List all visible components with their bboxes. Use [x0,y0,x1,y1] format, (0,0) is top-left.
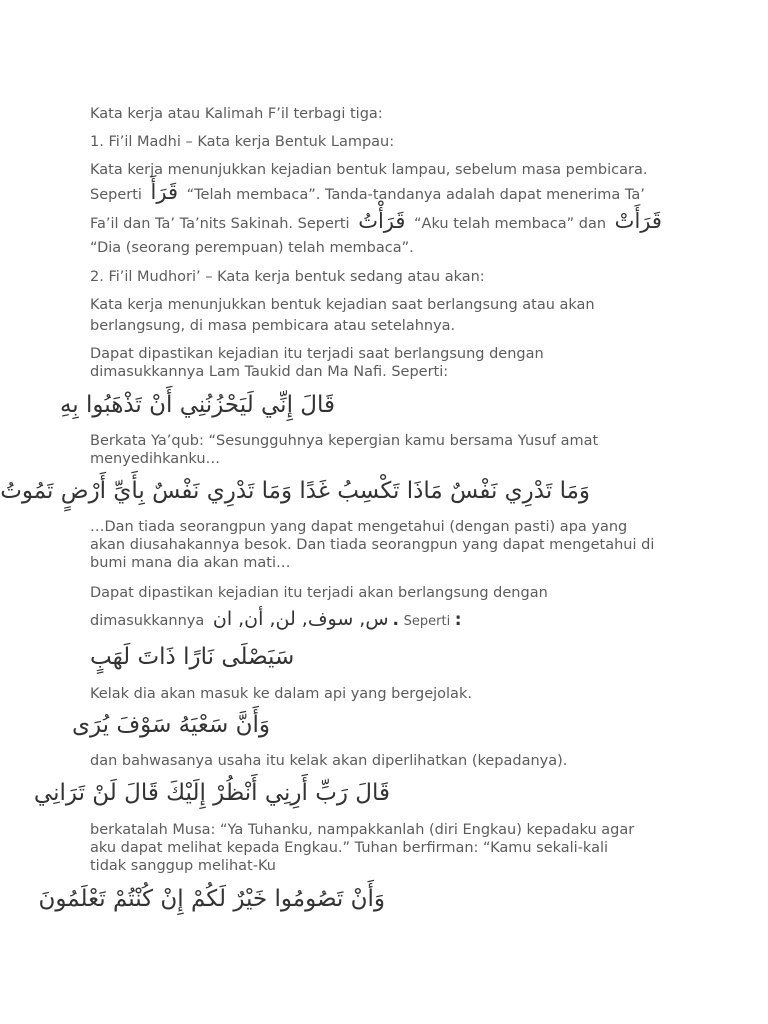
paragraph-line [90,209,690,233]
arabic-verse: وَأَنَّ سَعْيَهُ سَوْفَ يُرَى [71,712,270,738]
paragraph-line [90,180,690,204]
text-segment: “Aku telah membaca” dan [414,216,607,232]
translation-line: aku dapat melihat kepada Engkau.” Tuhan berfirman: “Kamu sekali-kali [90,840,609,856]
paragraph-line: dimasukkannya Lam Taukid dan Ma Nafi. Seperti: [90,364,449,380]
translation-line: dan bahwasanya usaha itu kelak akan diperlihatkan (kepadanya). [90,753,568,769]
translation-line: berkatalah Musa: “Ya Tuhanku, nampakkanlah (diri Engkau) kepadaku agar [90,822,635,838]
translation-line: akan diusahakannya besok. Dan tiada seorangpun yang dapat mengetahui di [90,537,655,553]
paragraph-line: “Dia (seorang perempuan) telah membaca”. [90,240,414,256]
translation-line: bumi mana dia akan mati… [90,555,291,571]
paragraph-line: Dapat dipastikan kejadian itu terjadi saat berlangsung dengan [90,346,544,362]
intro-text: Kata kerja atau Kalimah F’il terbagi tiga: [90,106,383,122]
period-mark: . [392,610,400,630]
paragraph-line [90,610,690,631]
heading-fiil-mudhori: 2. Fi’il Mudhori’ – Kata kerja bentuk sedang atau akan: [90,269,485,285]
arabic-verse: قَالَ إِنِّي لَيَحْزُنُنِي أَنْ تَذْهَبُوا بِهِ [59,392,335,418]
colon-mark: : [454,610,462,630]
text-segment: dimasukkannya [90,613,205,629]
paragraph-line: Kata kerja menunjukkan bentuk kejadian saat berlangsung atau akan [90,297,595,313]
translation-line: …Dan tiada seorangpun yang dapat mengetahui (dengan pasti) apa yang [90,519,628,535]
translation-line: Kelak dia akan masuk ke dalam api yang bergejolak. [90,686,472,702]
translation-line: menyedihkanku… [90,451,221,467]
arabic-verse: وَأَنْ تَصُومُوا خَيْرٌ لَكُمْ إِنْ كُنْتُمْ تَعْلَمُونَ [38,886,385,912]
text-segment: Seperti [90,187,142,203]
arabic-word: قَرَأَتْ [614,209,662,233]
text-segment: Seperti [403,614,451,629]
arabic-verse: قَالَ رَبِّ أَرِنِي أَنْظُرْ إِلَيْكَ قَالَ لَنْ تَرَانِي [33,780,390,806]
text-segment: Fa’il dan Ta’ Ta’nits Sakinah. Seperti [90,216,350,232]
text-segment: “Telah membaca”. Tanda-tandanya adalah dapat menerima Ta’ [186,187,645,203]
paragraph-line: berlangsung, di masa pembicara atau setelahnya. [90,318,456,334]
heading-fiil-madhi: 1. Fi’il Madhi – Kata kerja Bentuk Lampau: [90,134,395,150]
arabic-word: قَرَأْتُ [358,209,406,233]
arabic-word: قَرَأَ [150,180,179,204]
arabic-particles: س, سوف, لن, أن, ان [212,608,389,630]
translation-line: tidak sanggup melihat-Ku [90,858,276,874]
arabic-verse: وَمَا تَدْرِي نَفْسٌ مَاذَا تَكْسِبُ غَدًا وَمَا تَدْرِي نَفْسٌ بِأَيِّ أَرْضٍ تَمُوتُ [0,478,590,504]
paragraph-line: Dapat dipastikan kejadian itu terjadi akan berlangsung dengan [90,585,548,601]
paragraph-line: Kata kerja menunjukkan kejadian bentuk lampau, sebelum masa pembicara. [90,162,648,178]
arabic-verse: سَيَصْلَى نَارًا ذَاتَ لَهَبٍ [90,644,295,670]
translation-line: Berkata Ya’qub: “Sesungguhnya kepergian kamu bersama Yusuf amat [90,433,599,449]
